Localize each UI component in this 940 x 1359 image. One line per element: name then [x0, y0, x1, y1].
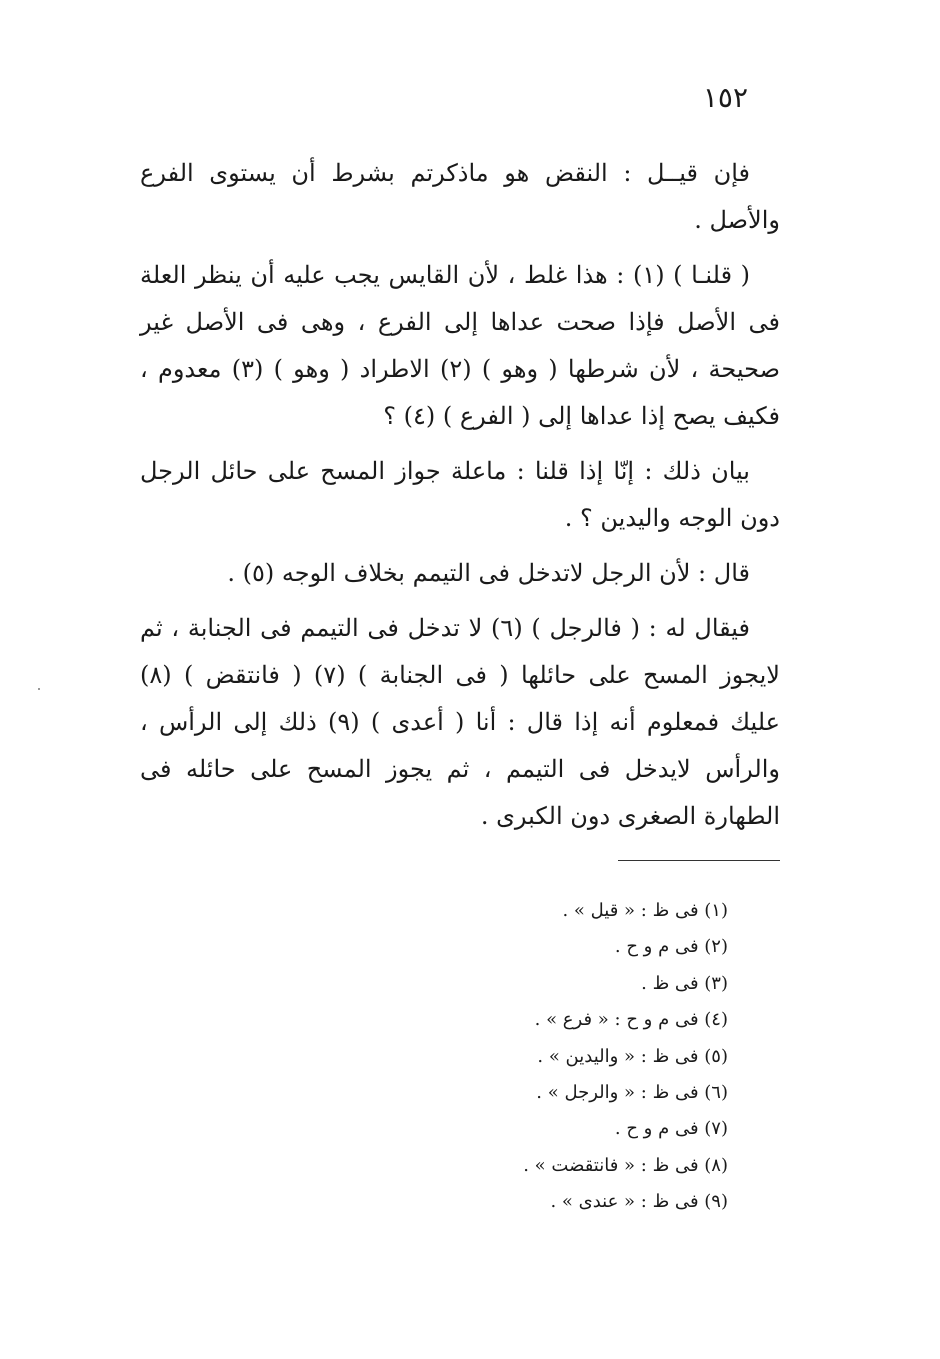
footnote: (٩) فى ظ : « عندى » . [550, 1191, 728, 1213]
footnote-divider [618, 860, 780, 861]
page-number: ١٥٢ [702, 81, 748, 114]
footnote: (٧) فى م و ح . [614, 1118, 728, 1140]
footnote: (٣) فى ظ . [641, 972, 728, 994]
paragraph: فإن قيــل : النقض هو ماذكرتم بشرط أن يستوى الفرع والأصل . [140, 159, 780, 234]
footnote: (٦) فى ظ : « والرجل » . [536, 1082, 728, 1104]
footnotes [328, 893, 728, 1221]
paragraph: فيقال له : ( فالرجل ) (٦) لا تدخل فى التيمم فى الجنابة ، ثم لايجوز المسح على حائلها ( فى الجنابة ) (٧) ( فانتقض ) (٨) عليك فمعلوم أنه إذا قال : أنا ( أعدى ) (٩) ذلك إلى الرأس ، والرأس لايدخل فى التيمم ، ثم يجوز المسح على حائله فى الطهارة الصغرى دون الكبرى . [140, 614, 780, 830]
footnote: (١) فى ظ : « قيل » . [562, 900, 728, 921]
paragraph: ( قلنـا ) (١) : هذا غلط ، لأن القايس يجب عليه أن ينظر العلة فى الأصل فإذا صحت عداها إلى الفرع ، وهى فى الأصل غير صحيحة ، لأن شرطها ( وهو ) (٢) الاطراد ( وهو ) (٣) معدوم ، فكيف يصح إذا عداها إلى ( الفرع ) (٤) ؟ [140, 261, 780, 430]
footnote: (٢) فى م و ح . [614, 936, 728, 958]
paragraph: قال : لأن الرجل لاتدخل فى التيمم بخلاف الوجه (٥) . [227, 559, 750, 587]
scan-speck [38, 688, 40, 690]
footnote: (٥) فى ظ : « واليدين » . [537, 1045, 728, 1067]
footnote: (٨) فى ظ : « فانتقضت » . [523, 1154, 728, 1176]
main-text [140, 150, 780, 848]
footnote: (٤) فى م و ح : « فرع » . [534, 1009, 728, 1031]
paragraph: بيان ذلك : إنّا إذا قلنا : ماعلة جواز المسح على حائل الرجل دون الوجه واليدين ؟ . [140, 457, 780, 532]
